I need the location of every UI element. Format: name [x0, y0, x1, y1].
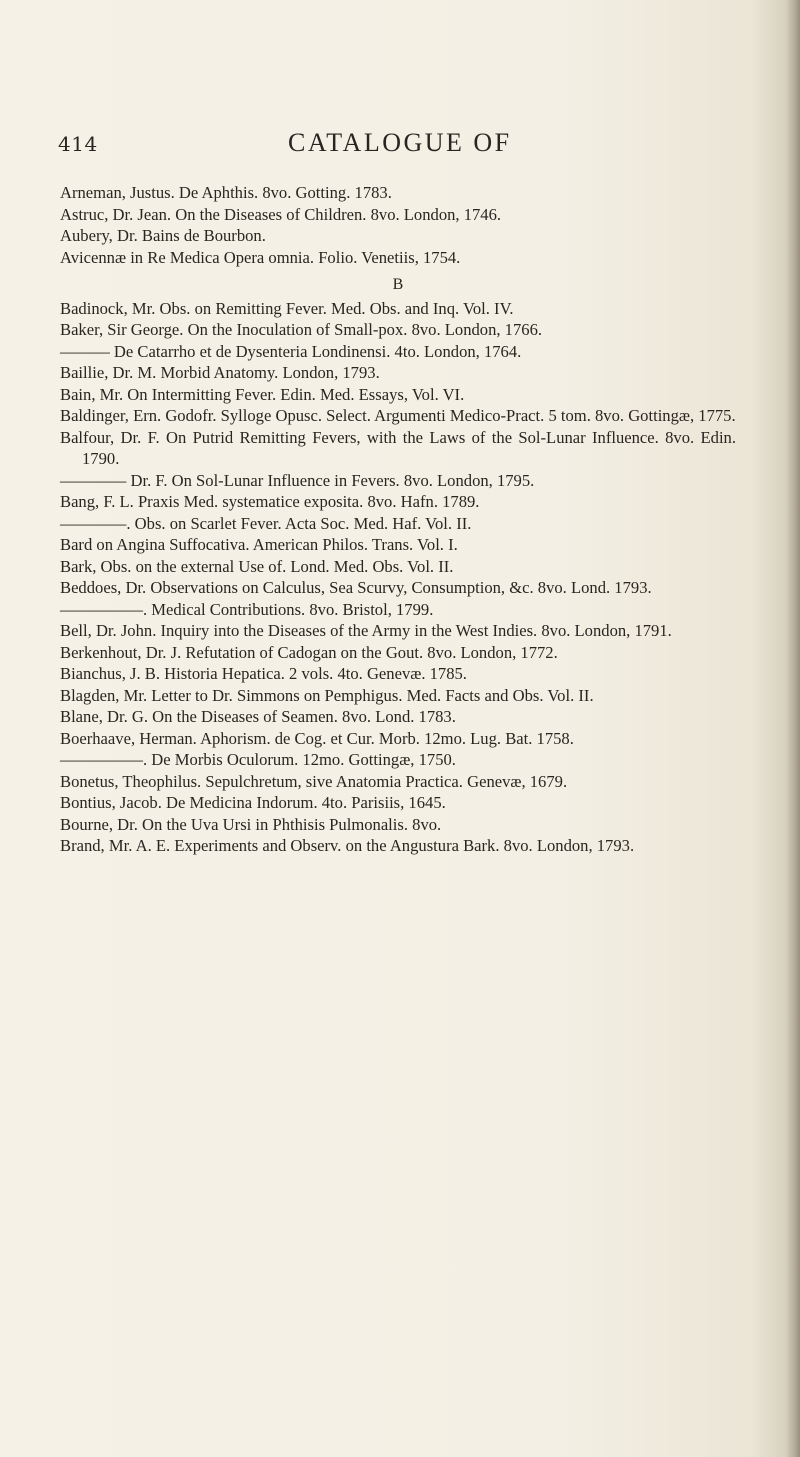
catalogue-entry: Baldinger, Ern. Godofr. Sylloge Opusc. Select. Argumenti Medico-Pract. 5 tom. 8vo. Gottingæ, 1775.: [60, 406, 736, 425]
catalogue-entry: Astruc, Dr. Jean. On the Diseases of Children. 8vo. London, 1746.: [60, 204, 502, 224]
catalogue-entry: Bonetus, Theophilus. Sepulchretum, sive Anatomia Practica. Genevæ, 1679.: [60, 771, 568, 791]
catalogue-entry: Bianchus, J. B. Historia Hepatica. 2 vols. 4to. Genevæ. 1785.: [60, 664, 467, 683]
catalogue-entry: Beddoes, Dr. Observations on Calculus, Sea Scurvy, Consumption, &c. 8vo. Lond. 1793.: [60, 578, 652, 597]
catalogue-entry: Blane, Dr. G. On the Diseases of Seamen. 8vo. Lond. 1783.: [60, 707, 456, 726]
catalogue-entry: Bard on Angina Suffocativa. American Philos. Trans. Vol. I.: [60, 535, 458, 554]
catalogue-entry: Bourne, Dr. On the Uva Ursi in Phthisis Pulmonalis. 8vo.: [60, 814, 442, 834]
catalogue-entry: Aubery, Dr. Bains de Bourbon.: [60, 226, 266, 245]
catalogue-entry: Bang, F. L. Praxis Med. systematice exposita. 8vo. Hafn. 1789.: [60, 492, 480, 511]
section-letter: B: [392, 276, 404, 293]
catalogue-entry: ————. Obs. on Scarlet Fever. Acta Soc. Med. Haf. Vol. II.: [60, 513, 472, 533]
catalogue-entry: Blagden, Mr. Letter to Dr. Simmons on Pemphigus. Med. Facts and Obs. Vol. II.: [60, 685, 594, 705]
catalogue-entry: ——— De Catarrho et de Dysenteria Londinensi. 4to. London, 1764.: [60, 341, 522, 361]
page-binding-shadow: [786, 0, 800, 1457]
running-title: CATALOGUE OF: [288, 128, 512, 157]
catalogue-entry: Bontius, Jacob. De Medicina Indorum. 4to. Parisiis, 1645.: [60, 793, 446, 812]
catalogue-entry: Bell, Dr. John. Inquiry into the Diseases of the Army in the West Indies. 8vo. London, 1791.: [60, 621, 672, 640]
catalogue-entry: —————. Medical Contributions. 8vo. Bristol, 1799.: [60, 599, 434, 619]
catalogue-entry: Badinock, Mr. Obs. on Remitting Fever. Med. Obs. and Inq. Vol. IV.: [60, 298, 514, 318]
catalogue-entry: Bain, Mr. On Intermitting Fever. Edin. Med. Essays, Vol. VI.: [60, 384, 465, 404]
catalogue-entry: Brand, Mr. A. E. Experiments and Observ. on the Angustura Bark. 8vo. London, 1793.: [60, 836, 635, 855]
catalogue-entry: Baker, Sir George. On the Inoculation of Small-pox. 8vo. London, 1766.: [60, 320, 543, 339]
page-header: [58, 128, 738, 168]
catalogue-entry: Balfour, Dr. F. On Putrid Remitting Fevers, with the Laws of the Sol-Lunar Influence. 8vo. Edin. 1790.: [60, 427, 736, 468]
catalogue-entry: ———— Dr. F. On Sol-Lunar Influence in Fevers. 8vo. London, 1795.: [60, 470, 535, 490]
page-number: 414: [58, 132, 98, 156]
catalogue-content: [60, 182, 736, 857]
catalogue-entry: Berkenhout, Dr. J. Refutation of Cadogan on the Gout. 8vo. London, 1772.: [60, 642, 558, 662]
catalogue-entry: —————. De Morbis Oculorum. 12mo. Gottingæ, 1750.: [60, 750, 456, 769]
catalogue-entry: Baillie, Dr. M. Morbid Anatomy. London, 1793.: [60, 363, 380, 382]
catalogue-entry: Avicennæ in Re Medica Opera omnia. Folio. Venetiis, 1754.: [60, 247, 461, 267]
catalogue-entry: Boerhaave, Herman. Aphorism. de Cog. et Cur. Morb. 12mo. Lug. Bat. 1758.: [60, 728, 574, 748]
catalogue-entry: Bark, Obs. on the external Use of. Lond. Med. Obs. Vol. II.: [60, 556, 454, 576]
catalogue-entry: Arneman, Justus. De Aphthis. 8vo. Gotting. 1783.: [60, 183, 392, 202]
